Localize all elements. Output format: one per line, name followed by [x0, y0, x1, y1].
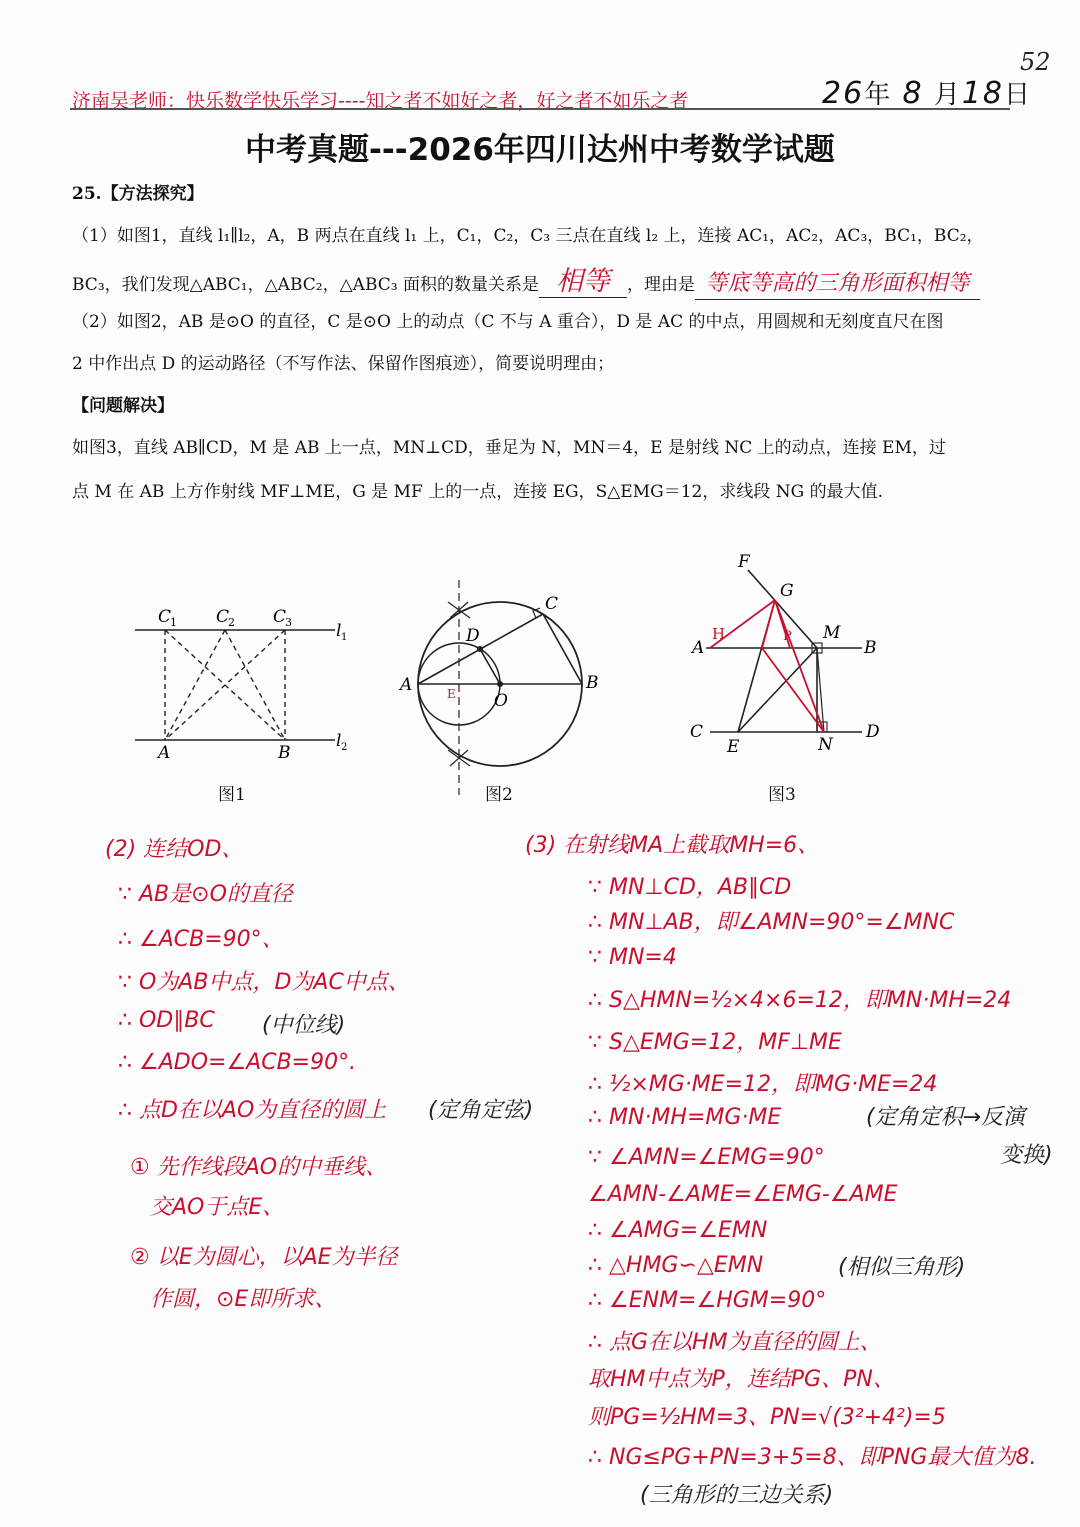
figure-1 — [135, 607, 347, 763]
svg-text:N: N — [818, 735, 833, 755]
svg-text:G: G — [780, 581, 794, 601]
note-similar: (相似三角形) — [838, 1255, 966, 1280]
solution-right-line: ∴ S△HMN=½×4×6=12，即MN·MH=24 — [588, 988, 1012, 1013]
date-month: 8 — [902, 76, 924, 111]
solution-left-line: ∴ OD∥BC — [118, 1008, 215, 1033]
svg-text:1: 1 — [341, 632, 348, 643]
svg-text:F: F — [738, 552, 750, 572]
svg-text:1: 1 — [170, 616, 177, 629]
note-midline: (中位线) — [262, 1013, 346, 1038]
solution-right-line: 则PG=½HM=3、PN=√(3²+4²)=5 — [588, 1405, 946, 1430]
solution-left-line: ∴ ∠ADO=∠ACB=90°. — [118, 1050, 357, 1075]
part3-line1: 如图3，直线 AB∥CD，M 是 AB 上一点，MN⊥CD，垂足为 N，MN＝4，E 是射线 NC 上的动点，连接 EM，过 — [72, 438, 946, 458]
solution-right-line: (3) 在射线MA上截取MH=6、 — [525, 833, 820, 858]
solution-right-line: ∠AMN-∠AME=∠EMG-∠AME — [588, 1182, 898, 1207]
answer-blank-relation: 相等 — [539, 267, 627, 298]
page-title: 中考真题---2026年四川达州中考数学试题 — [245, 132, 835, 168]
solution-right-line: ∴ △HMG∽△EMN — [588, 1253, 764, 1278]
header-rule — [70, 108, 1010, 110]
solution-right-line: ∴ 点G在以HM为直径的圆上、 — [588, 1330, 882, 1355]
note-angle-chord: (定角定弦) — [428, 1098, 534, 1123]
label-B: B — [278, 743, 291, 763]
label-A: A — [158, 743, 171, 763]
solution-left-line: 作圆，⊙E即所求、 — [150, 1287, 337, 1312]
solution-right-line: ∵ MN=4 — [588, 945, 677, 970]
svg-text:C: C — [690, 722, 704, 742]
date-year-unit: 年 — [864, 80, 893, 110]
svg-text:C: C — [545, 594, 559, 614]
svg-text:A: A — [692, 638, 705, 658]
solution-right-line: ∴ ∠ENM=∠HGM=90° — [588, 1288, 827, 1313]
section-heading-solve: 【问题解决】 — [72, 396, 174, 416]
solution-right-line: ∵ S△EMG=12，MF⊥ME — [588, 1030, 842, 1055]
solution-left-line: ∵ O为AB中点，D为AC中点、 — [118, 970, 410, 995]
note-fixed-area: (定角定积→反演 — [866, 1105, 1026, 1130]
solution-right-line: ∴ MN·MH=MG·ME — [588, 1105, 782, 1130]
problem-number: 25. — [72, 184, 102, 204]
solution-right-line: ∵ MN⊥CD，AB∥CD — [588, 875, 792, 900]
label-l1: l — [336, 621, 342, 641]
solution-left-line: ∴ ∠ACB=90°、 — [118, 927, 284, 952]
solution-left-line: (2) 连结OD、 — [105, 837, 244, 862]
answer-blank-reason: 等底等高的三角形面积相等 — [695, 269, 980, 300]
handwritten-date — [822, 74, 1032, 111]
note-triangle-inequality: (三角形的三边关系) — [640, 1483, 834, 1508]
label-C2: C — [216, 607, 230, 627]
date-month-unit: 月 — [933, 80, 962, 110]
figure-3 — [690, 552, 880, 757]
solution-right-line: ∵ ∠AMN=∠EMG=90° — [588, 1145, 825, 1170]
solution-left-line: ① 先作线段AO的中垂线、 — [130, 1155, 388, 1180]
date-day: 18 — [961, 76, 1005, 111]
solution-right-line: ∴ ½×MG·ME=12，即MG·ME=24 — [588, 1072, 938, 1097]
figures-area — [0, 540, 1080, 810]
figure-3-caption: 图3 — [768, 785, 796, 805]
date-year: 26 — [822, 76, 865, 111]
svg-text:E: E — [447, 687, 456, 701]
svg-text:B: B — [586, 673, 599, 693]
svg-text:D: D — [466, 626, 480, 646]
svg-text:2: 2 — [341, 742, 348, 753]
solution-left-line: ② 以E为圆心，以AE为半径 — [130, 1245, 398, 1270]
svg-text:P: P — [783, 629, 792, 644]
svg-text:E: E — [727, 737, 740, 757]
svg-text:D: D — [866, 722, 880, 742]
solution-left-line: ∵ AB是⊙O的直径 — [118, 882, 293, 907]
svg-text:B: B — [864, 638, 877, 658]
svg-text:M: M — [823, 623, 841, 643]
part3-line2: 点 M 在 AB 上方作射线 MF⊥ME，G 是 MF 上的一点，连接 EG，S△EMG＝12，求线段 NG 的最大值. — [72, 482, 884, 502]
part2-line2: 2 中作出点 D 的运动路径（不写作法、保留作图痕迹），简要说明理由； — [72, 354, 615, 374]
solution-right-line: 取HM中点为P，连结PG、PN、 — [588, 1367, 895, 1392]
svg-text:O: O — [494, 691, 508, 711]
part1-line2 — [72, 267, 980, 300]
svg-text:A: A — [400, 675, 413, 695]
page-number: 52 — [1020, 48, 1051, 76]
part1-question-text: BC₃，我们发现△ABC₁，△ABC₂，△ABC₃ 面积的数量关系是 — [72, 275, 539, 295]
figure-1-caption: 图1 — [218, 785, 246, 805]
label-C3: C — [273, 607, 287, 627]
label-l2: l — [336, 731, 342, 751]
solution-right-line: ∴ ∠AMG=∠EMN — [588, 1218, 768, 1243]
solution-left-line: 交AO于点E、 — [150, 1195, 285, 1220]
svg-text:H: H — [712, 625, 726, 643]
problem-heading — [72, 182, 204, 206]
date-day-unit: 日 — [1004, 80, 1033, 110]
svg-text:2: 2 — [228, 616, 235, 629]
part2-line1: （2）如图2，AB 是⊙O 的直径，C 是⊙O 上的动点（C 不与 A 重合），D 是 AC 的中点，用圆规和无刻度直尺在图 — [72, 312, 944, 332]
figure-2-caption: 图2 — [485, 785, 513, 805]
solution-right-line: ∴ NG≤PG+PN=3+5=8、即PNG最大值为8. — [588, 1445, 1037, 1470]
section-heading-method: 【方法探究】 — [101, 184, 204, 204]
figure-2 — [398, 580, 599, 795]
solution-right-line: ∴ MN⊥AB，即∠AMN=90°=∠MNC — [588, 910, 955, 935]
solution-left-line: ∴ 点D在以AO为直径的圆上 — [118, 1098, 387, 1123]
part1-line1: （1）如图1，直线 l₁∥l₂，A，B 两点在直线 l₁ 上，C₁，C₂，C₃ 三点在直线 l₂ 上，连接 AC₁，AC₂，AC₃，BC₁，BC₂， — [72, 226, 984, 246]
note-inversion: 变换) — [1000, 1143, 1053, 1168]
label-C1: C — [158, 607, 172, 627]
teacher-motto: 济南吴老师：快乐数学快乐学习----知之者不如好之者，好之者不如乐之者 — [72, 90, 689, 112]
svg-text:3: 3 — [285, 616, 292, 629]
part1-reason-text: ，理由是 — [626, 275, 695, 295]
